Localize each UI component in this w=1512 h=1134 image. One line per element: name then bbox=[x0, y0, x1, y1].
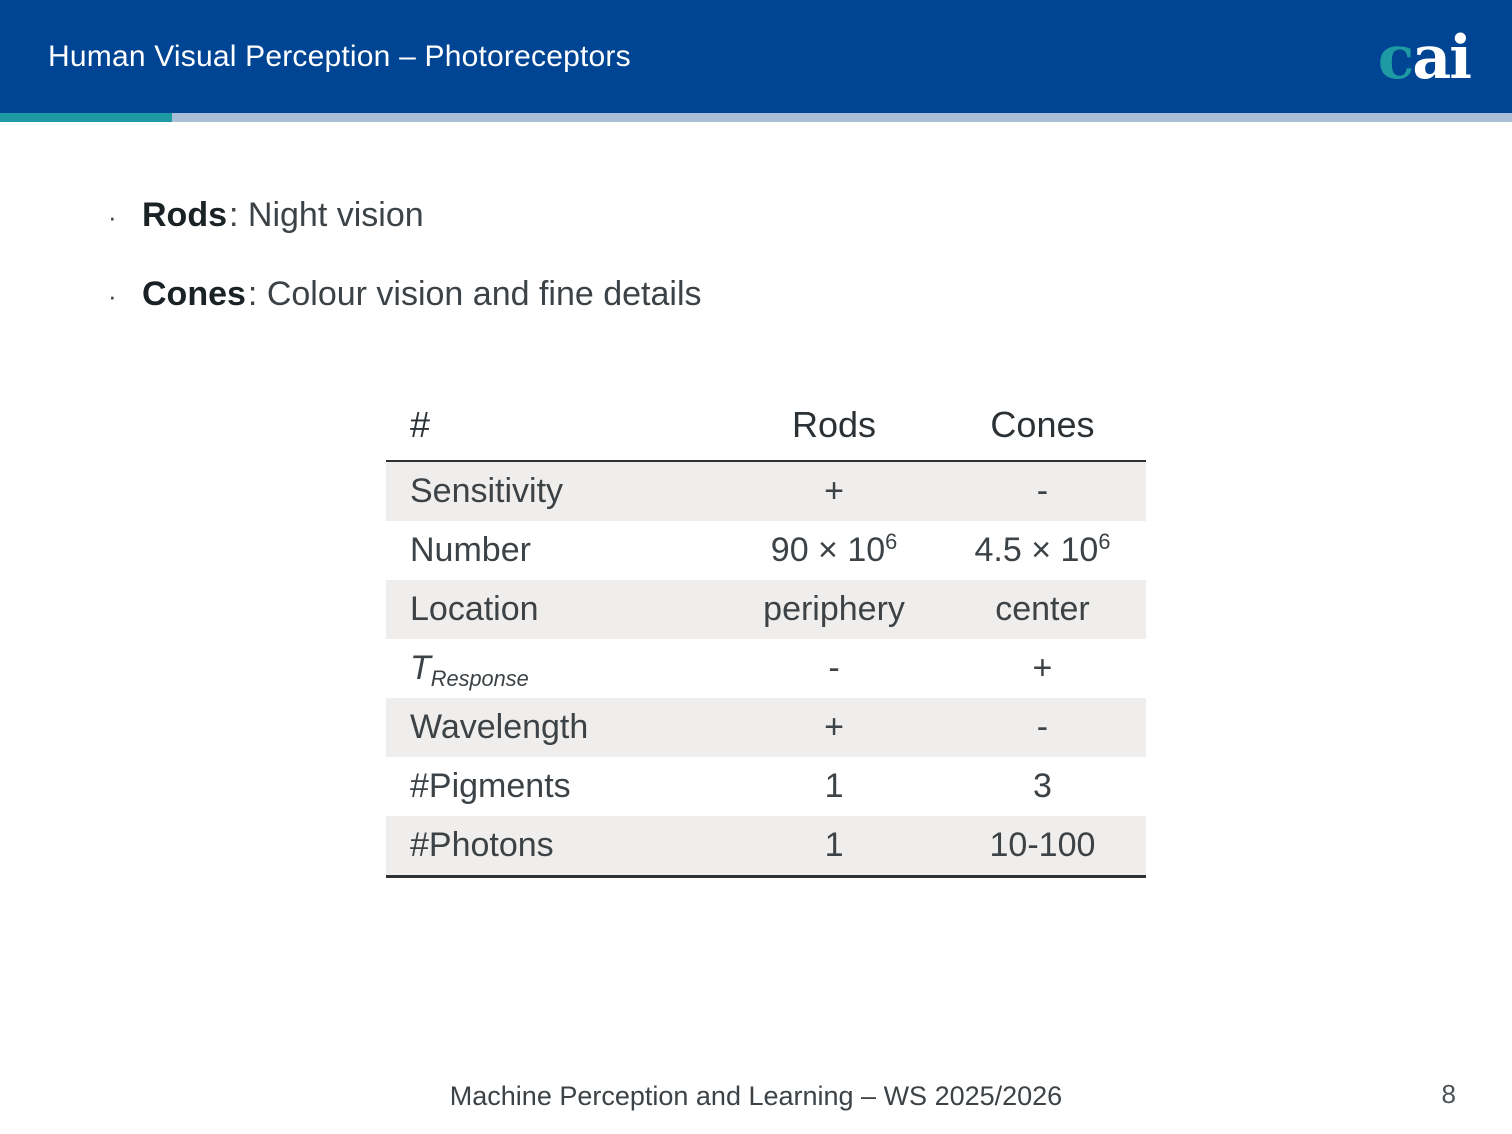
cell-cones: 3 bbox=[1033, 767, 1052, 805]
bullet-term: Cones bbox=[142, 275, 246, 313]
logo-letters-ai: ai bbox=[1412, 23, 1470, 93]
slide-header bbox=[0, 0, 1512, 113]
bullet-term: Rods bbox=[142, 196, 227, 234]
cell-property: #Pigments bbox=[410, 767, 571, 805]
cell-property-subscript: Response bbox=[430, 666, 529, 691]
cell-cones: + bbox=[1032, 649, 1053, 687]
page-title: Human Visual Perception – Photoreceptors bbox=[48, 39, 631, 73]
cell-cones: - bbox=[1036, 708, 1049, 746]
cell-rods-value: 90 × 10 bbox=[770, 531, 886, 569]
column-header-cones: Cones bbox=[990, 404, 1095, 445]
cell-property: Sensitivity bbox=[410, 472, 564, 510]
cell-property: Location bbox=[410, 590, 539, 628]
table-row bbox=[386, 639, 1146, 698]
cell-cones: 10-100 bbox=[939, 816, 1146, 877]
list-item bbox=[108, 275, 1408, 314]
page-number: 8 bbox=[1441, 1079, 1456, 1109]
list-item bbox=[108, 196, 1408, 235]
table-row bbox=[386, 580, 1146, 639]
table-row bbox=[386, 698, 1146, 757]
bullet-text: : Night vision bbox=[229, 196, 424, 234]
cell-rods-exponent: 6 bbox=[885, 529, 898, 554]
cell-rods: - bbox=[828, 649, 840, 687]
cell-property: #Photons bbox=[386, 816, 729, 877]
footer-course-title: Machine Perception and Learning – WS 2025/2026 bbox=[449, 1081, 1063, 1111]
bullet-list bbox=[108, 196, 1408, 354]
cell-cones-value: 4.5 × 10 bbox=[974, 531, 1099, 569]
cell-rods bbox=[729, 521, 939, 580]
cell-property-symbol: T bbox=[410, 649, 431, 687]
header-rule-accent bbox=[0, 113, 172, 122]
column-header-property: # bbox=[410, 404, 431, 445]
photoreceptor-comparison-table bbox=[386, 398, 1146, 878]
cai-logo bbox=[1377, 23, 1470, 93]
table-row bbox=[386, 461, 1146, 521]
cell-rods: 1 bbox=[824, 767, 844, 805]
cell-cones: - bbox=[1036, 472, 1049, 510]
table-row bbox=[386, 521, 1146, 580]
cell-rods: + bbox=[824, 708, 844, 746]
bullet-marker-icon: · bbox=[108, 202, 117, 232]
cell-rods: 1 bbox=[729, 816, 939, 877]
bullet-marker-icon: · bbox=[108, 281, 117, 311]
cell-rods: periphery bbox=[763, 590, 905, 628]
cell-cones-exponent: 6 bbox=[1098, 529, 1111, 554]
header-rule bbox=[0, 113, 1512, 122]
cell-property bbox=[386, 639, 729, 698]
cell-cones: center bbox=[995, 590, 1090, 628]
bullet-text: : Colour vision and fine details bbox=[247, 275, 702, 313]
column-header-rods: Rods bbox=[792, 404, 877, 445]
cell-cones bbox=[939, 521, 1146, 580]
cell-property: Wavelength bbox=[410, 708, 589, 746]
table-header-row bbox=[386, 398, 1146, 461]
cell-rods: + bbox=[824, 472, 844, 510]
logo-letter-c: c bbox=[1377, 23, 1413, 93]
cell-property: Number bbox=[410, 531, 531, 569]
table-row bbox=[386, 816, 1146, 877]
table-row bbox=[386, 757, 1146, 816]
